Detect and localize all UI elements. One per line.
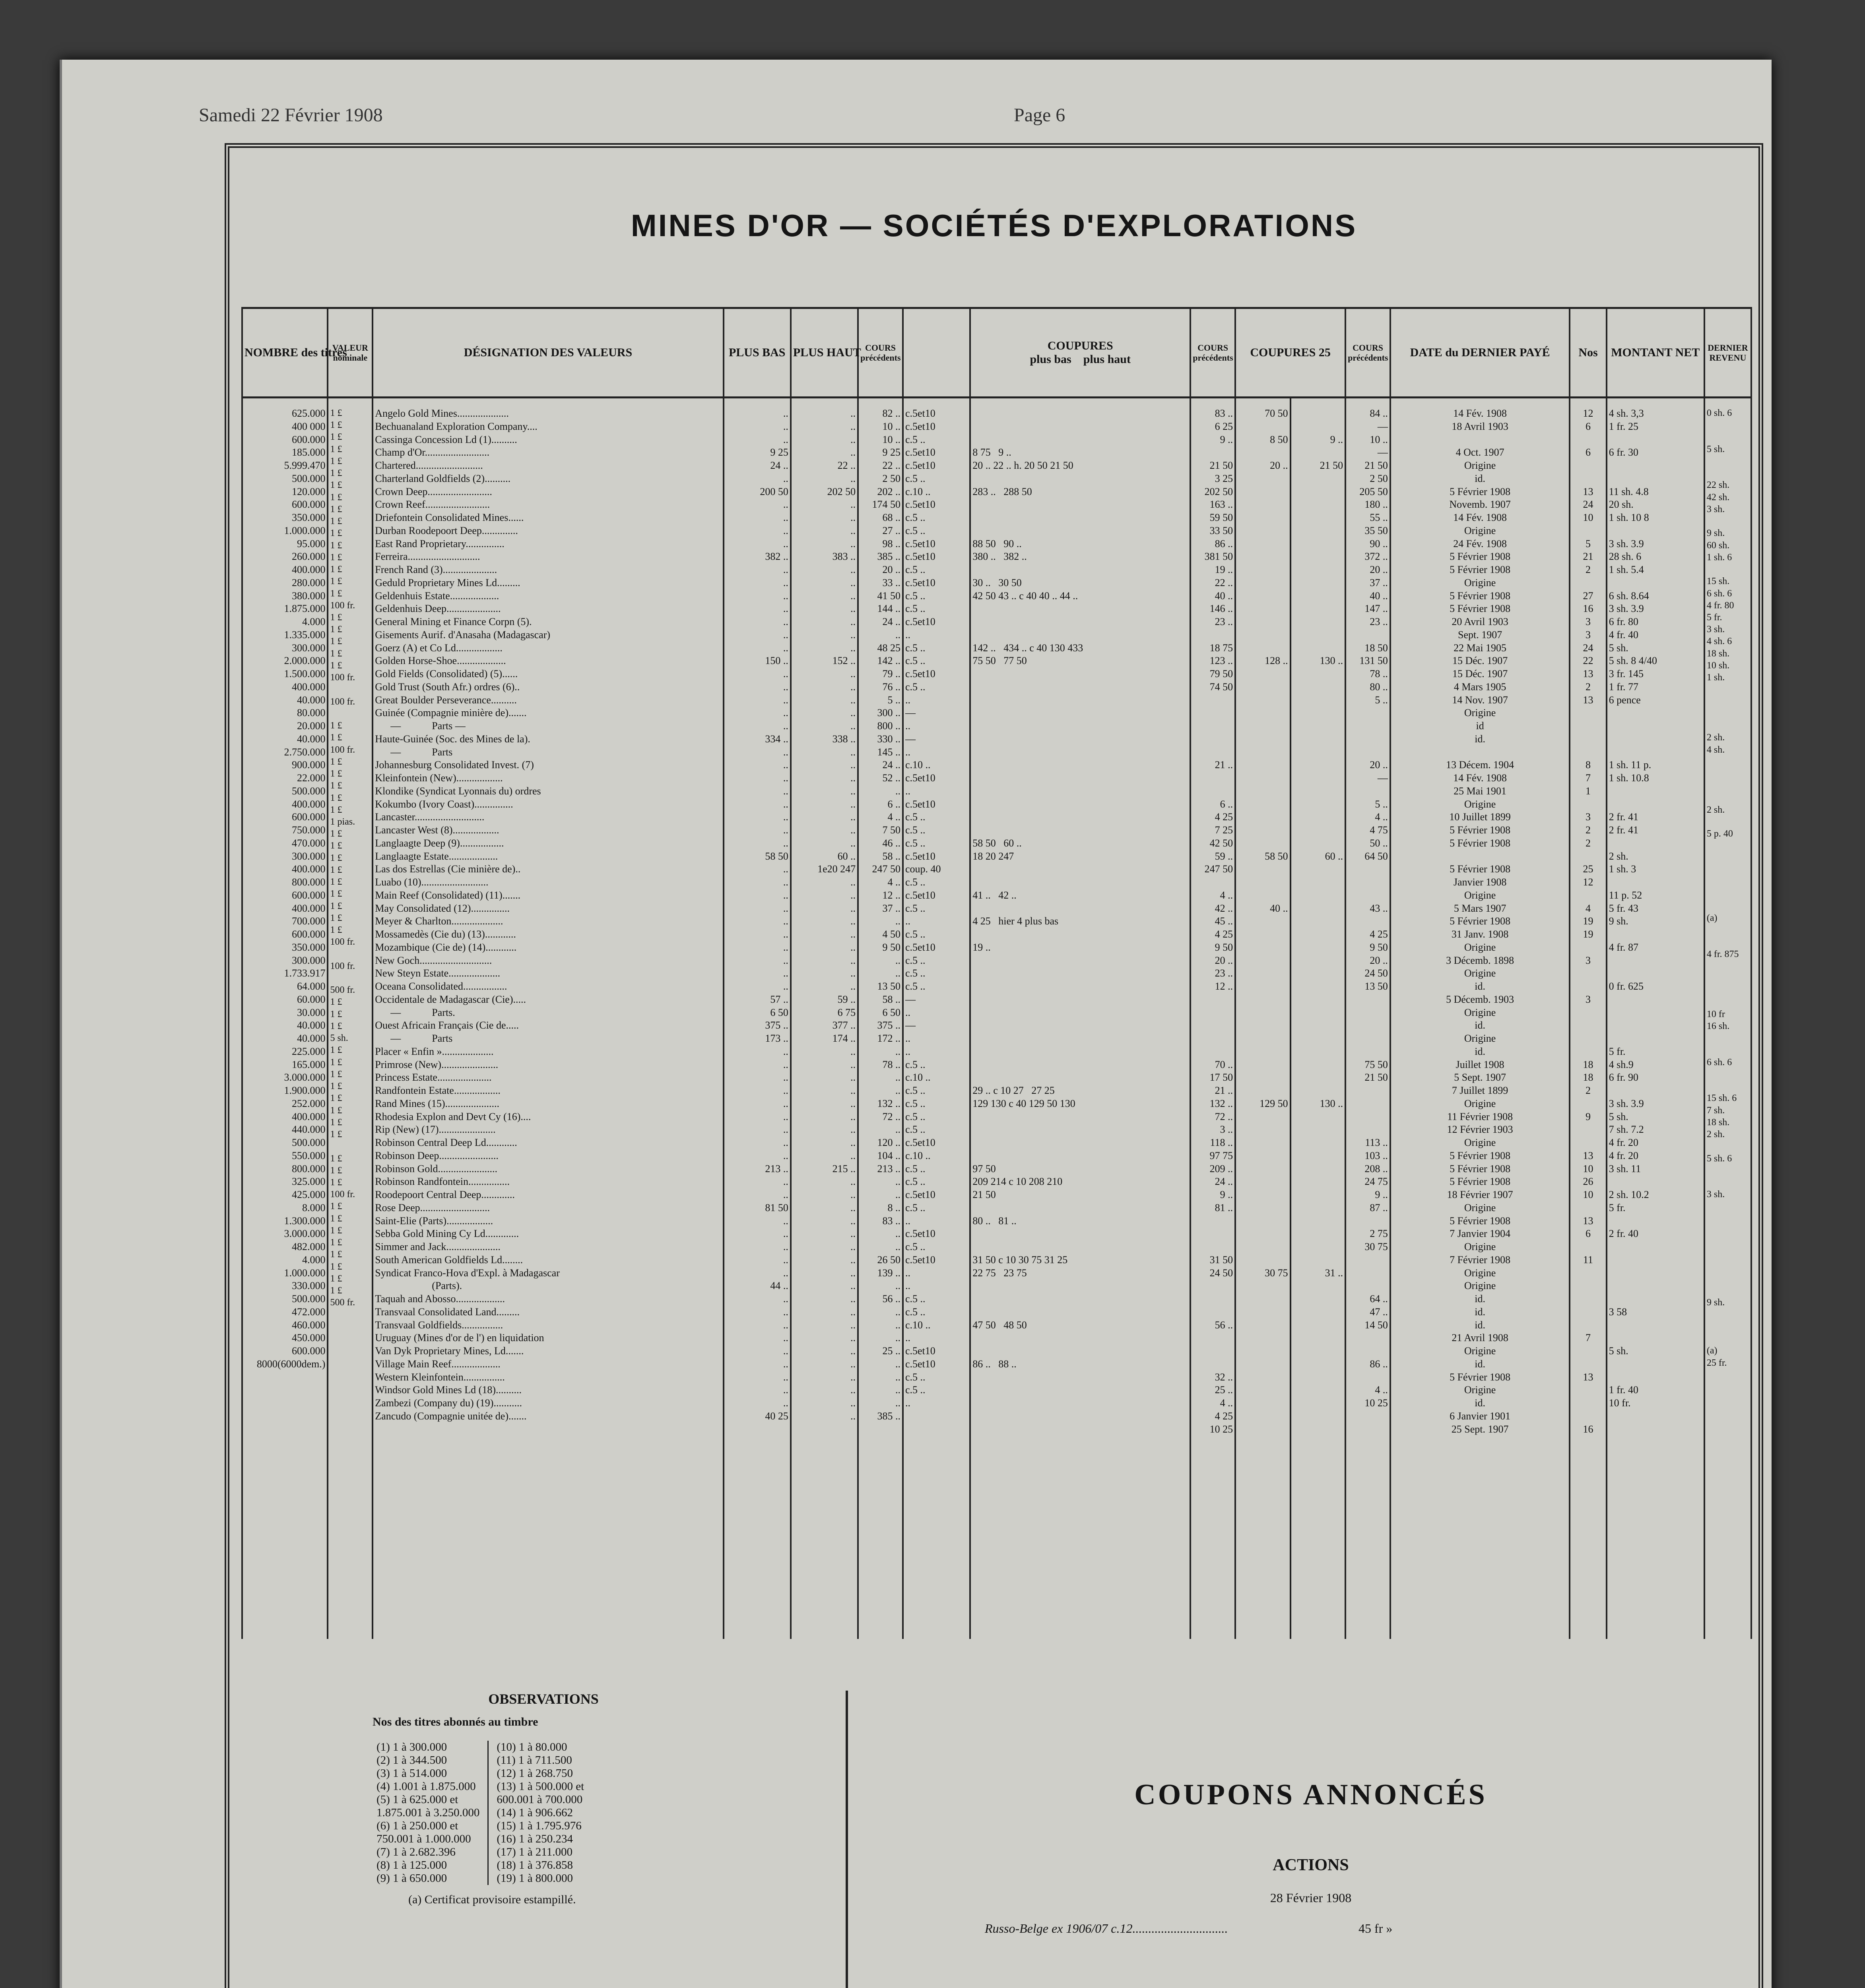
col-bas: .. .. .. 9 25 24 .. .. 200 50 .. .. .. .. 382 .. .. .. .. .. .. .. .. 150 .. .. .. .. .. .. 334 .. .. .. .. .. .. .. .. .. 58 50 .. .. .. .. .. .. .. .. .. .. 57 .. 6 50 375 .. 173 .. .. .. .. .. .. .. .. .. .. 213 .. .. .. 81 50 .. .. .. .. .. 44 .. .. .. .. .. .. .. .. .. .. 40 25 bbox=[724, 398, 791, 1639]
col-nombre: 625.000 400 000 600.000 185.000 5.999.470 500.000 120.000 600.000 350.000 1.000.000 95.000 260.000 400.000 280.000 380.000 1.875.000 4.000 1.335.000 300.000 2.000.000 1.500.000 400.000 40.000 80.000 20.000 40.000 2.750.000 900.000 22.000 500.000 400.000 600.000 750.000 470.000 300.000 400.000 800.000 600.000 400.000 700.000 600.000 350.000 300.000 1.733.917 64.000 60.000 30.000 40.000 40.000 225.000 165.000 3.000.000 1.900.000 252.000 400.000 440.000 500.000 550.000 800.000 325.000 425.000 8.000 1.300.000 3.000.000 482.000 4.000 1.000.000 330.000 500.000 472.000 460.000 450.000 600.000 8000(6000dem.) bbox=[242, 398, 328, 1639]
col-montant: 4 sh. 3,3 1 fr. 25 6 fr. 30 11 sh. 4.8 20 sh. 1 sh. 10 8 3 sh. 3.9 28 sh. 6 1 sh. 5.4 6 sh. 8.64 3 sh. 3.9 6 fr. 80 4 fr. 40 5 sh. 5 sh. 8 4/40 3 fr. 145 1 fr. 77 6 pence 1 sh. 11 p. 1 sh. 10.8 2 fr. 41 2 fr. 41 2 sh. 1 sh. 3 11 p. 52 5 fr. 43 9 sh. 4 fr. 87 0 fr. 625 5 fr. 4 sh.9 6 fr. 90 3 sh. 3.9 5 sh. 7 sh. 7.2 4 fr. 20 4 fr. 20 3 sh. 11 2 sh. 10.2 5 fr. 2 fr. 40 3 58 5 sh. 1 fr. 40 10 fr. bbox=[1607, 398, 1704, 1639]
table-body bbox=[242, 398, 1751, 1639]
col-header-cours2: COURS précédents bbox=[1190, 308, 1235, 398]
col-header-montant: MONTANT NET bbox=[1607, 308, 1704, 398]
mines-table bbox=[241, 307, 1752, 1639]
col-header-date: DATE du DERNIER PAYÉ bbox=[1390, 308, 1570, 398]
page-title: MINES D'OR — SOCIÉTÉS D'EXPLORATIONS bbox=[631, 208, 1357, 243]
col-header-unites-haut: PLUS HAUT bbox=[791, 308, 858, 398]
page-date: Samedi 22 Février 1908 bbox=[199, 105, 383, 126]
annonce-amount: 45 fr » bbox=[1358, 1921, 1393, 1936]
observations-list bbox=[369, 1741, 592, 1885]
col-header-cours: COURS précédents bbox=[858, 308, 903, 398]
col-valeur: 1 £ 1 £ 1 £ 1 £ 1 £ 1 £ 1 £ 1 £ 1 £ 1 £ 1 £ 1 £ 1 £ 1 £ 1 £ 1 £ 100 fr. 1 £ 1 £ 1 £ 1 £ 1 £ 100 fr. 100 fr. 1 £ 1 £ 100 fr. 1 £ 1 £ 1 £ 1 £ 1 £ 1 pias. 1 £ 1 £ 1 £ 1 £ 1 £ 1 £ 1 £ 1 £ 1 £ 100 fr. 100 fr. 500 fr. 1 £ 1 £ 1 £ 5 sh. 1 £ 1 £ 1 £ 1 £ 1 £ 1 £ 1 £ 1 £ 1 £ 1 £ 1 £ 100 fr. 1 £ 1 £ 1 £ 1 £ 1 £ 1 £ 1 £ 1 £ 500 fr. bbox=[328, 398, 373, 1639]
col-c25-bas: 70 50 8 50 20 .. 128 .. 58 50 40 .. 129 50 30 75 bbox=[1235, 398, 1291, 1639]
actions-title: ACTIONS bbox=[1273, 1856, 1349, 1874]
col-header-blank bbox=[903, 308, 970, 398]
observations-left: (1) 1 à 300.000 (2) 1 à 344.500 (3) 1 à 514.000 (4) 1.001 à 1.875.000 (5) 1 à 625.000 et 1.875.001 à 3.250.000 (6) 1 à 250.000 et 750.001 à 1.000.000 (7) 1 à 2.682.396 (8) 1 à 125.000 (9) 1 à 650.000 bbox=[376, 1741, 480, 1885]
col-header-valeur: VALEUR nominale bbox=[328, 308, 373, 398]
col-pc: c.5et10 c.5et10 c.5 .. c.5et10 c.5et10 c.5 .. c.10 .. c.5et10 c.5 .. c.5 .. c.5et10 c.5et10 c.5 .. c.5et10 c.5 .. c.5 .. c.5et10 .. c.5 .. c.5 .. c.5et10 c.5 .. .. — .. — .. c.10 .. c.5et10 .. c.5et10 c.5 .. c.5 .. c.5 .. c.5et10 coup. 40 c.5 .. c.5et10 c.5 .. .. c.5 .. c.5et10 c.5 .. c.5 .. c.5 .. — .. — .. .. c.5 .. c.10 .. c.5 .. c.5 .. c.5 .. c.5 .. c.5et10 c.10 .. c.5 .. c.5 .. c.5et10 c.5 .. .. c.5et10 c.5 .. c.5et10 .. .. c.5 .. c.5 .. c.10 .. .. c.5et10 c.5et10 c.5 .. c.5 .. .. bbox=[903, 398, 970, 1639]
col-designation: Angelo Gold Mines.................... Bechuanaland Exploration Company.... Cassinga Concession Ld (1).......... Champ d'Or......................... Chartered.......................... Charterland Goldfields (2).......... Crown Deep......................... Crown Reef......................... Driefontein Consolidated Mines...... Durban Roodepoort Deep.............. East Rand Proprietary............... Ferreira............................ French Rand (3)..................... Geduld Proprietary Mines Ld......... Geldenhuis Estate................... Geldenhuis Deep..................... General Mining et Finance Corpn (5). Gisements Aurif. d'Anasaha (Madagascar) Goerz (A) et Co Ld.................. Golden Horse-Shoe................... Gold Fields (Consolidated) (5)...... Gold Trust (South Afr.) ordres (6).. Great Boulder Perseverance.......... Guinée (Compagnie minière de)....... — Parts — Haute-Guinée (Soc. des Mines de la). — Parts Johannesburg Consolidated Invest. (7) Kleinfontein (New).................. Klondike (Syndicat Lyonnais du) ordres Kokumbo (Ivory Coast)............... Lancaster........................... Lancaster West (8).................. Langlaagte Deep (9)................. Langlaagte Estate................... Las dos Estrellas (Cie minière de).. Luabo (10).......................... Main Reef (Consolidated) (11)....... May Consolidated (12)............... Meyer & Charlton.................... Mossamedès (Cie du) (13)............ Mozambique (Cie de) (14)............ New Goch............................ New Steyn Estate.................... Oceana Consolidated................. Occidentale de Madagascar (Cie)..... — Parts. Ouest Africain Français (Cie de..... — Parts Placer « Enfin ».................... Primrose (New)...................... Princess Estate..................... Randfontein Estate.................. Rand Mines (15)..................... Rhodesia Explon and Devt Cy (16).... Rip (New) (17)...................... Robinson Central Deep Ld............ Robinson Deep....................... Robinson Gold....................... Robinson Randfontein................ Roodepoort Central Deep............. Rose Deep........................... Saint-Elie (Parts).................. Sebba Gold Mining Cy Ld............. Simmer and Jack..................... South American Goldfields Ld........ Syndicat Franco-Hova d'Expl. à Madagascar (Parts). Taquah and Abosso................... Transvaal Consolidated Land......... Transvaal Goldfields................ Uruguay (Mines d'or de l') en liquidation Van Dyk Proprietary Mines, Ld....... Village Main Reef................... Western Kleinfontein................ Windsor Gold Mines Ld (18).......... Zambezi (Company du) (19)........... Zancudo (Compagnie unitée de)....... bbox=[373, 398, 723, 1639]
observations-right: (10) 1 à 80.000 (11) 1 à 711.500 (12) 1 à 268.750 (13) 1 à 500.000 et 600.001 à 700.000 (14) 1 à 906.662 (15) 1 à 1.795.976 (16) 1 à 250.234 (17) 1 à 211.000 (18) 1 à 376.858 (19) 1 à 800.000 bbox=[488, 1741, 592, 1885]
col-header-revenu: DERNIER REVENU bbox=[1704, 308, 1751, 398]
page-number: Page 6 bbox=[1014, 105, 1065, 126]
table-header bbox=[242, 308, 1751, 398]
main-frame bbox=[225, 143, 1763, 1988]
col-header-nombre: NOMBRE des titres bbox=[242, 308, 328, 398]
col-cours3: 84 .. — 10 .. — 21 50 2 50 205 50 180 .. 55 .. 35 50 90 .. 372 .. 20 .. 37 .. 40 .. 147 .. 23 .. 18 50 131 50 78 .. 80 .. 5 .. 20 .. — 5 .. 4 .. 4 75 50 .. 64 50 43 .. 4 25 9 50 20 .. 24 50 13 50 75 50 21 50 113 .. 103 .. 208 .. 24 75 9 .. 87 .. 2 75 30 75 64 .. 47 .. 14 50 86 .. 4 .. 10 25 bbox=[1345, 398, 1390, 1639]
col-header-cours3: COURS précédents bbox=[1345, 308, 1390, 398]
col-header-coupures bbox=[970, 308, 1190, 398]
actions-date: 28 Février 1908 bbox=[1270, 1891, 1352, 1905]
col-header-unites-bas: PLUS BAS bbox=[724, 308, 791, 398]
observations-title: OBSERVATIONS bbox=[488, 1691, 599, 1707]
coupons-annonces-title: COUPONS ANNONCÉS bbox=[1134, 1778, 1487, 1811]
col-header-coupures25: COUPURES 25 bbox=[1235, 308, 1345, 398]
col-haut: .. .. .. .. 22 .. .. 202 50 .. .. .. .. 383 .. .. .. .. .. .. .. .. 152 .. .. .. .. .. .. 338 .. .. .. .. .. .. .. .. .. 60 .. 1e20 247 .. .. .. .. .. .. .. .. .. 59 .. 6 75 377 .. 174 .. .. .. .. .. .. .. .. .. .. 215 .. .. .. .. .. .. .. .. .. .. .. .. .. .. .. .. .. .. .. .. bbox=[791, 398, 858, 1639]
col-c25-haut: 9 .. 21 50 130 .. 60 .. 130 .. 31 .. bbox=[1291, 398, 1346, 1639]
col-cours: 82 .. 10 .. 10 .. 9 25 22 .. 2 50 202 .. 174 50 68 .. 27 .. 98 .. 385 .. 20 .. 33 .. 41 50 144 .. 24 .. .. 48 25 142 .. 79 .. 76 .. 5 .. 300 .. 800 .. 330 .. 145 .. 24 .. 52 .. .. 6 .. 4 .. 7 50 46 .. 58 .. 247 50 4 .. 12 .. 37 .. .. 4 50 9 50 .. .. 13 50 58 .. 6 50 375 .. 172 .. .. 78 .. .. .. 132 .. 72 .. .. 120 .. 104 .. 213 .. .. .. 8 .. 83 .. .. .. 26 50 139 .. .. 56 .. .. .. .. 25 .. .. .. .. .. 385 .. bbox=[858, 398, 903, 1639]
col-num: 12 6 6 13 24 10 5 21 2 27 16 3 3 24 22 13 2 13 8 7 1 3 2 2 25 12 4 19 19 3 3 18 18 2 9 13 10 26 10 13 6 11 7 13 16 bbox=[1570, 398, 1606, 1639]
col-header-designation: DÉSIGNATION DES VALEURS bbox=[373, 308, 723, 398]
coupures-sub: plus bas plus haut bbox=[1030, 353, 1131, 366]
observations-note: (a) Certificat provisoire estampillé. bbox=[408, 1893, 576, 1906]
col-coupures: 8 75 9 .. 20 .. 22 .. h. 20 50 21 50 283 .. 288 50 88 50 90 .. 380 .. 382 .. 30 .. 30 50 42 50 43 .. c 40 40 .. 44 .. 142 .. 434 .. c 40 130 433 75 50 77 50 58 50 60 .. 18 20 247 41 .. 42 .. 4 25 hier 4 plus bas 19 .. 29 .. c 10 27 27 25 129 130 c 40 129 50 130 97 50 209 214 c 10 208 210 21 50 80 .. 81 .. 31 50 c 10 30 75 31 25 22 75 23 75 47 50 48 50 86 .. 88 .. bbox=[970, 398, 1190, 1639]
annonce-row bbox=[866, 1921, 1756, 1936]
annonce-item: Russo-Belge ex 1906/07 c.12.............................. bbox=[985, 1921, 1228, 1936]
col-date: 14 Fév. 1908 18 Avril 1903 4 Oct. 1907 Origine id. 5 Février 1908 Novemb. 1907 14 Fév. 1908 Origine 24 Fév. 1908 5 Février 1908 5 Février 1908 Origine 5 Février 1908 5 Février 1908 20 Avril 1903 Sept. 1907 22 Mai 1905 15 Déc. 1907 15 Déc. 1907 4 Mars 1905 14 Nov. 1907 Origine id id. 13 Décem. 1904 14 Fév. 1908 25 Mai 1901 Origine 10 Juillet 1899 5 Février 1908 5 Février 1908 5 Février 1908 Janvier 1908 Origine 5 Mars 1907 5 Février 1908 31 Janv. 1908 Origine 3 Décemb. 1898 Origine id. 5 Décemb. 1903 Origine id. Origine id. Juillet 1908 5 Sept. 1907 7 Juillet 1899 Origine 11 Février 1908 12 Février 1903 Origine 5 Février 1908 5 Février 1908 5 Février 1908 18 Février 1907 Origine 5 Février 1908 7 Janvier 1904 Origine 7 Février 1908 Origine Origine id. id. id. 21 Avril 1908 Origine id. 5 Février 1908 Origine id. 6 Janvier 1901 25 Sept. 1907 bbox=[1390, 398, 1570, 1639]
coupons-annonces bbox=[866, 1778, 1756, 1936]
observations-subtitle: Nos des titres abonnés au timbre bbox=[373, 1715, 538, 1728]
col-cours2: 83 .. 6 25 9 .. 21 50 3 25 202 50 163 .. 59 50 33 50 86 .. 381 50 19 .. 22 .. 40 .. 146 .. 23 .. 18 75 123 .. 79 50 74 50 21 .. 6 .. 4 25 7 25 42 50 59 .. 247 50 4 .. 42 .. 45 .. 4 25 9 50 20 .. 23 .. 12 .. 70 .. 17 50 21 .. 132 .. 72 .. 3 .. 118 .. 97 75 209 .. 24 .. 9 .. 81 .. 31 50 24 50 56 .. 32 .. 25 .. 4 .. 4 25 10 25 bbox=[1190, 398, 1235, 1639]
observations-box bbox=[241, 1691, 848, 1988]
coupures-label: COUPURES bbox=[1047, 339, 1113, 352]
col-header-num: Nos bbox=[1570, 308, 1606, 398]
col-revenu: 0 sh. 6 5 sh. 22 sh. 42 sh. 3 sh. 9 sh. 60 sh. 1 sh. 6 15 sh. 6 sh. 6 4 fr. 80 5 fr. 3 sh. 4 sh. 6 18 sh. 10 sh. 1 sh. 2 sh. 4 sh. 2 sh. 5 p. 40 (a) 4 fr. 875 10 fr 16 sh. 6 sh. 6 15 sh. 6 7 sh. 18 sh. 2 sh. 5 sh. 6 3 sh. 9 sh. (a) 25 fr. bbox=[1704, 398, 1751, 1639]
